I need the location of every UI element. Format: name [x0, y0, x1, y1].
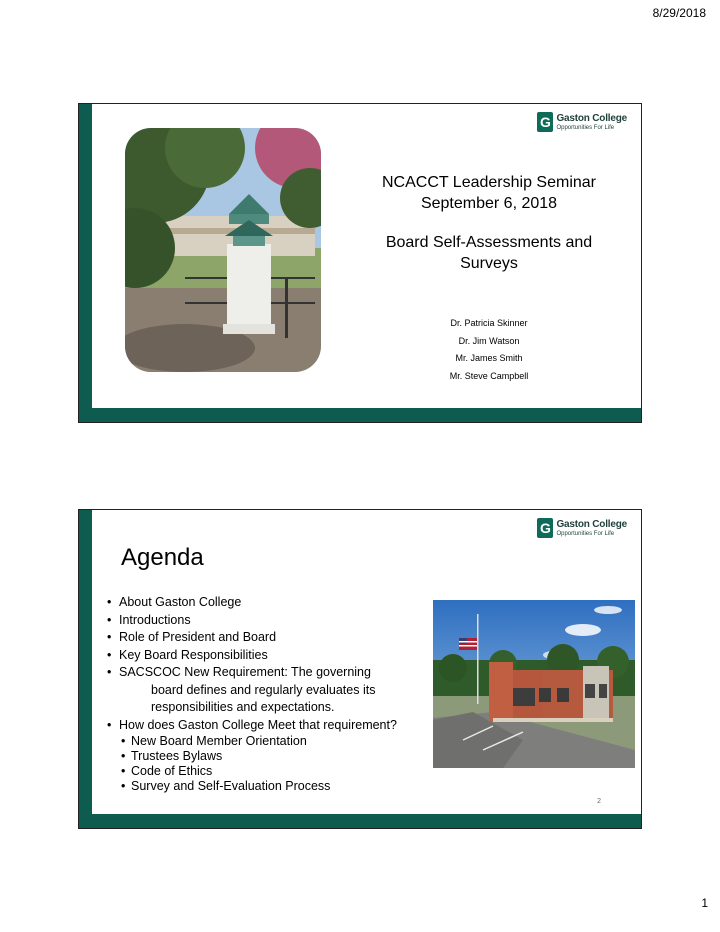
slide-bottom-bar	[79, 814, 641, 828]
seminar-title-line: NCACCT Leadership Seminar	[381, 174, 596, 191]
page-number: 1	[701, 896, 708, 910]
presenter-list	[379, 315, 599, 385]
slide-1	[78, 103, 642, 423]
slide-left-bar	[79, 510, 92, 828]
agenda-item-continuation: board defines and regularly evaluates its	[151, 682, 376, 697]
gaston-college-logo	[537, 112, 627, 132]
presenter-name: Mr. James Smith	[455, 353, 523, 363]
slide-bottom-bar	[79, 408, 641, 422]
seminar-title	[344, 172, 634, 214]
logo-tagline: Opportunities For Life	[556, 530, 615, 537]
agenda-item: • Introductions	[107, 612, 447, 630]
agenda-item-continuation: responsibilities and expectations.	[151, 700, 335, 714]
agenda-title: Agenda	[121, 544, 204, 571]
presenter-name: Dr. Jim Watson	[458, 335, 520, 346]
agenda-item: • About Gaston College	[107, 594, 447, 612]
agenda-item: • Role of President and Board	[107, 629, 447, 647]
agenda-sub-item: • Survey and Self-Evaluation Process	[107, 779, 447, 794]
subtitle-line: Surveys	[460, 255, 518, 272]
logo-name: Gaston College	[556, 112, 627, 124]
slide-2	[78, 509, 642, 829]
agenda-item: • How does Gaston College Meet that requirement?	[107, 717, 447, 735]
agenda-sub-item: • Trustees Bylaws	[107, 749, 447, 764]
logo-mark-icon: G	[537, 112, 553, 132]
page-date: 8/29/2018	[652, 6, 706, 20]
agenda-sub-item: • New Board Member Orientation	[107, 734, 447, 749]
logo-mark-icon: G	[537, 518, 553, 538]
presentation-subtitle	[344, 232, 634, 274]
agenda-list	[107, 594, 447, 794]
gaston-college-logo	[537, 518, 627, 538]
building-photo	[433, 600, 635, 768]
slide-number: 2	[597, 798, 601, 805]
sculpture-photo	[125, 128, 321, 372]
seminar-date-line: September 6, 2018	[420, 195, 558, 212]
presenter-name: Mr. Steve Campbell	[449, 370, 529, 381]
logo-name: Gaston College	[556, 518, 627, 530]
subtitle-line: Board Self-Assessments and	[385, 234, 593, 251]
presenter-name: Dr. Patricia Skinner	[450, 318, 528, 328]
agenda-item: • SACSCOC New Requirement: The governing	[107, 664, 447, 682]
agenda-sub-item: • Code of Ethics	[107, 764, 447, 779]
slide-left-bar	[79, 104, 92, 422]
logo-tagline: Opportunities For Life	[556, 124, 615, 131]
agenda-item: • Key Board Responsibilities	[107, 647, 447, 665]
